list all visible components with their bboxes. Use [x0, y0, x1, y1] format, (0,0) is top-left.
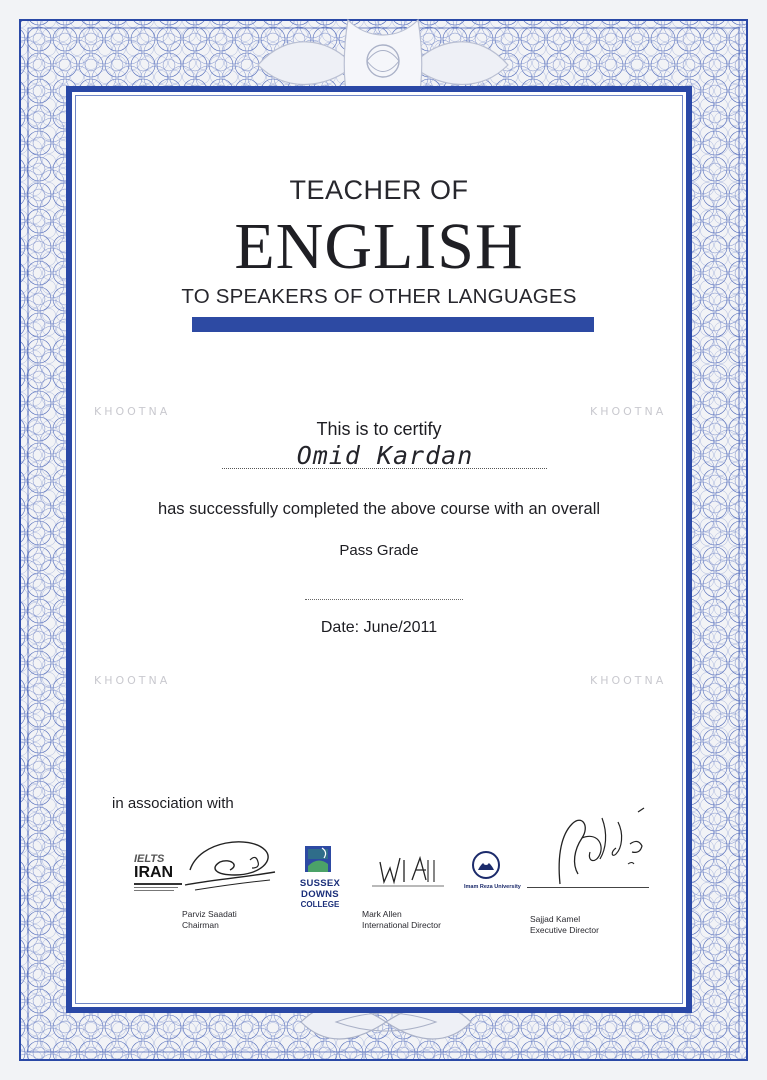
watermark-left-lower: KHOOTNA: [94, 674, 171, 687]
signatory-2: [362, 909, 441, 931]
recipient-dotted-line: [222, 468, 547, 469]
signatory-3: [530, 914, 599, 936]
association-label: in association with: [112, 795, 234, 812]
imam-reza-caption: Imam Reza University: [464, 884, 521, 890]
certify-text: This is to certify: [316, 419, 442, 439]
completion-text: has successfully completed the above course with an overall: [157, 500, 601, 518]
watermark-right-upper: KHOOTNA: [590, 405, 667, 418]
date-text: Date: June/2011: [320, 619, 438, 636]
sussex-downs-logo: [282, 844, 358, 909]
date-dotted-line: [305, 599, 463, 600]
title-speakers: TO SPEAKERS OF OTHER LANGUAGES: [181, 285, 577, 308]
signatory-name: Mark Allen: [362, 909, 402, 919]
imam-reza-university-logo: [464, 850, 526, 900]
mark-allen-signature: [372, 850, 447, 895]
sussex-downs-emblem: [282, 844, 358, 874]
signatory-role: Chairman: [182, 920, 219, 930]
grade-text: Pass Grade: [339, 542, 419, 559]
ielts-logo-text-top: IELTS: [134, 853, 165, 865]
watermark-left-upper: KHOOTNA: [94, 405, 171, 418]
signatory-role: Executive Director: [530, 925, 599, 935]
imam-reza-emblem: [464, 850, 526, 880]
title-underline-bar: [192, 317, 594, 332]
ielts-logo-text-bottom: IRAN: [134, 864, 174, 881]
title-teacher-of: TEACHER OF: [289, 175, 469, 205]
recipient-name: Omid Kardan: [296, 441, 474, 470]
parviz-saadati-signature: [180, 830, 280, 900]
title-english: ENGLISH: [234, 210, 524, 283]
certificate-body: [66, 86, 692, 1013]
signatory-name: Sajjad Kamel: [530, 914, 581, 924]
watermark-right-lower: KHOOTNA: [590, 674, 667, 687]
sajjad-kamel-signature: [542, 804, 662, 896]
signatory-1: [182, 909, 237, 931]
ielts-iran-logo: [134, 854, 186, 892]
signatory-name: Parviz Saadati: [182, 909, 237, 919]
signatory-role: International Director: [362, 920, 441, 930]
executive-signature-line: [527, 887, 649, 888]
sussex-downs-name: SUSSEX DOWNS: [299, 878, 341, 900]
sussex-downs-college: COLLEGE: [300, 900, 340, 909]
